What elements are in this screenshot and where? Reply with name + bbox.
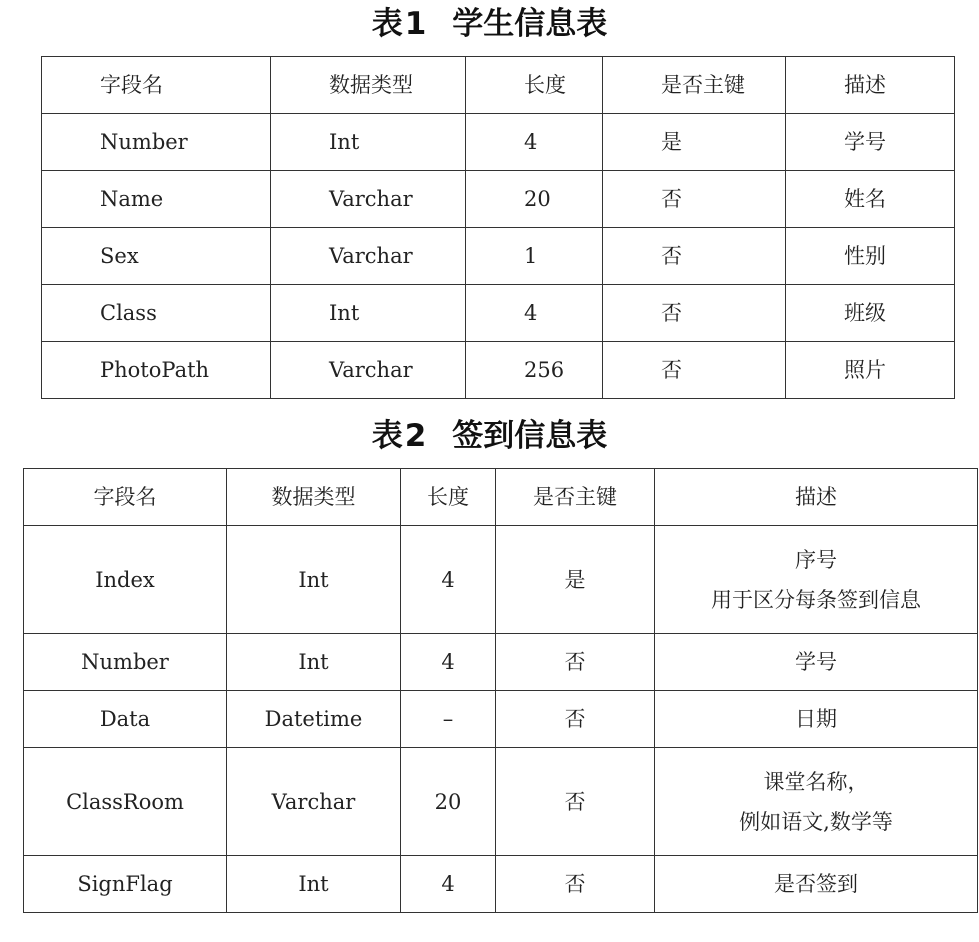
table-row <box>42 114 955 171</box>
table-row <box>42 285 955 342</box>
table-row <box>42 228 955 285</box>
description-line: 例如语文,数学等 <box>739 809 893 834</box>
table-cell: 20 <box>466 171 603 228</box>
table-cell: Sex <box>42 228 271 285</box>
table-cell: PhotoPath <box>42 342 271 399</box>
table-cell: 否 <box>603 342 786 399</box>
table-cell: Index <box>24 526 227 634</box>
table-row <box>24 856 978 913</box>
table2-caption-title: 签到信息表 <box>452 418 608 454</box>
table2-caption <box>0 416 979 456</box>
table-cell: Int <box>227 856 401 913</box>
table-cell: Int <box>227 526 401 634</box>
table-cell: 否 <box>603 285 786 342</box>
table1-caption <box>0 4 979 44</box>
header-cell-data-type: 数据类型 <box>271 57 466 114</box>
student-info-table <box>41 56 955 399</box>
description-line: 是否签到 <box>774 872 858 896</box>
table-header-row <box>24 469 978 526</box>
table-cell: Varchar <box>227 748 401 856</box>
table-cell: Varchar <box>271 228 466 285</box>
table1-caption-prefix: 表 <box>371 6 403 42</box>
table-cell: 4 <box>401 856 496 913</box>
sign-in-info-table <box>23 468 978 913</box>
table-cell: Number <box>42 114 271 171</box>
table-cell: – <box>401 691 496 748</box>
table1-caption-title: 学生信息表 <box>452 6 608 42</box>
table2-caption-prefix: 表 <box>371 418 403 454</box>
header-cell-field-name: 字段名 <box>42 57 271 114</box>
description-cell <box>655 748 978 856</box>
table-cell: 4 <box>401 526 496 634</box>
table1-caption-number: 1 <box>404 6 427 42</box>
table-cell: Datetime <box>227 691 401 748</box>
table-cell: 姓名 <box>786 171 955 228</box>
table-cell: 是 <box>496 526 655 634</box>
table-row <box>24 691 978 748</box>
table-row <box>24 748 978 856</box>
description-cell <box>655 691 978 748</box>
table-row <box>42 342 955 399</box>
description-line: 日期 <box>795 707 837 731</box>
description-line: 序号 <box>795 547 837 572</box>
table-cell: Name <box>42 171 271 228</box>
header-cell-primary-key: 是否主键 <box>603 57 786 114</box>
table-cell: 4 <box>466 114 603 171</box>
header-cell-length: 长度 <box>466 57 603 114</box>
table-cell: 否 <box>496 856 655 913</box>
description-line: 用于区分每条签到信息 <box>711 587 921 612</box>
table-cell: 4 <box>401 634 496 691</box>
table-header-row <box>42 57 955 114</box>
table-cell: 班级 <box>786 285 955 342</box>
header-cell-length: 长度 <box>401 469 496 526</box>
table-cell: Data <box>24 691 227 748</box>
table-cell: 性别 <box>786 228 955 285</box>
table-cell: 否 <box>496 748 655 856</box>
table-cell: 否 <box>603 171 786 228</box>
table-cell: Class <box>42 285 271 342</box>
header-cell-field-name: 字段名 <box>24 469 227 526</box>
description-line: 学号 <box>795 650 837 674</box>
table-cell: 照片 <box>786 342 955 399</box>
table-cell: Number <box>24 634 227 691</box>
table2-caption-number: 2 <box>404 418 427 454</box>
table-row <box>24 634 978 691</box>
table-cell: 1 <box>466 228 603 285</box>
table-cell: 20 <box>401 748 496 856</box>
table-cell: Int <box>271 285 466 342</box>
table-cell: 学号 <box>786 114 955 171</box>
table-cell: SignFlag <box>24 856 227 913</box>
header-cell-description: 描述 <box>655 469 978 526</box>
description-cell <box>655 856 978 913</box>
table-cell: Int <box>271 114 466 171</box>
table-row <box>42 171 955 228</box>
description-cell <box>655 634 978 691</box>
header-cell-primary-key: 是否主键 <box>496 469 655 526</box>
header-cell-data-type: 数据类型 <box>227 469 401 526</box>
table-row <box>24 526 978 634</box>
table-cell: 否 <box>496 634 655 691</box>
table-cell: 是 <box>603 114 786 171</box>
table-cell: Varchar <box>271 171 466 228</box>
description-line: 课堂名称， <box>763 769 869 794</box>
table-cell: Varchar <box>271 342 466 399</box>
header-cell-description: 描述 <box>786 57 955 114</box>
table-cell: Int <box>227 634 401 691</box>
table-cell: 否 <box>603 228 786 285</box>
table-cell: 256 <box>466 342 603 399</box>
description-cell <box>655 526 978 634</box>
table-cell: 4 <box>466 285 603 342</box>
table-cell: ClassRoom <box>24 748 227 856</box>
table-cell: 否 <box>496 691 655 748</box>
